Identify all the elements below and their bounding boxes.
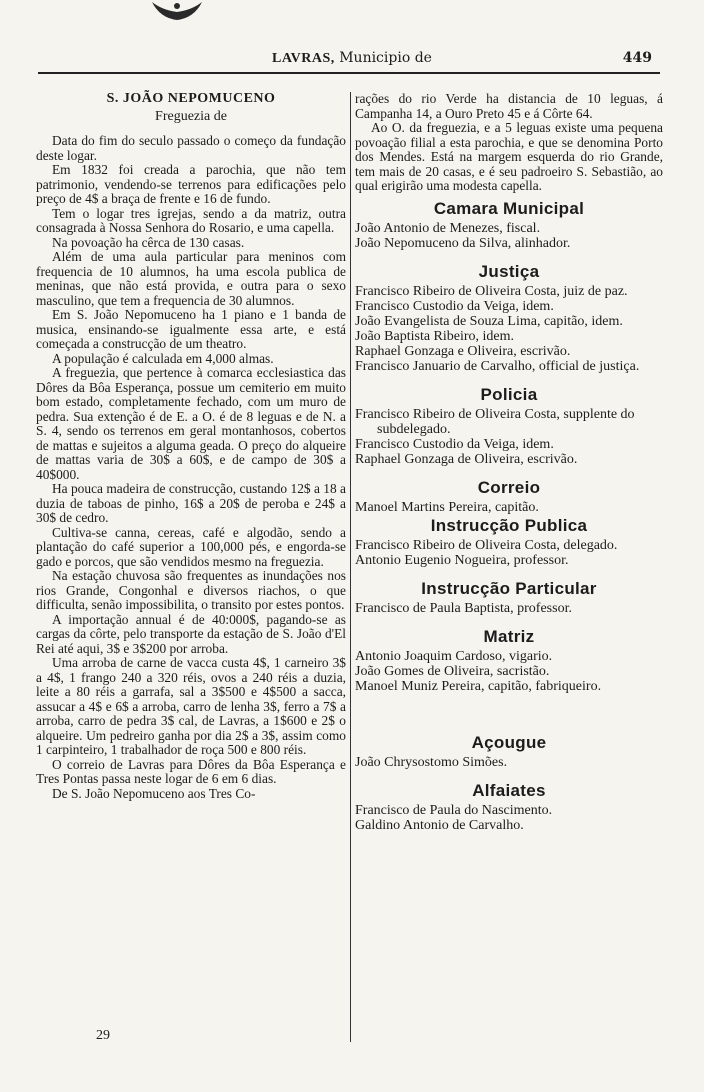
section-heading: Justiça — [478, 261, 540, 281]
directory-entry: Manoel Martins Pereira, capitão. — [355, 499, 539, 515]
directory-entry: Francisco Ribeiro de Oliveira Costa, delegado. — [355, 537, 618, 553]
paragraph: A população é calculada em 4,000 almas. — [52, 350, 274, 366]
paragraph: Ha pouca madeira de construcção, custando 12$ a 18 a duzia de taboas de pinho, 16$ a 20$ de peroba e 24$ a 30$ de cedro. — [36, 481, 346, 525]
section-heading: Correio — [477, 477, 541, 497]
directory-entry: João Chrysostomo Simões. — [355, 754, 508, 770]
right-column — [355, 92, 663, 833]
directory-entry: Francisco Ribeiro de Oliveira Costa, juiz de paz. — [355, 283, 628, 299]
paragraph: Ao O. da freguezia, e a 5 leguas existe uma pequena povoação filial a esta parochia, e que se denomina Porto dos Mendes. Está na margem esquerda do rio Grande, tem mais de 20 casas, e é seu padroeiro S. Sebastião, ao qual erigirão uma modesta capella. — [355, 120, 663, 193]
section-heading: Policia — [480, 384, 538, 404]
paragraph: Uma arroba de carne de vacca custa 4$, 1 carneiro 3$ a 4$, 1 frango 240 a 320 réis, ovos a 240 réis a duzia, leite a 80 réis a garrafa, sal a 3$500 e 4$500 a sacca, assucar a 4$ e 6$ a arroba, carro de lenha 3$, ferro a 7$ a arroba, carro de pedra 3$ cal, de Lavras, a 1$600 e 2$ o alqueire. Um pedreiro ganha por dia 2$ a 3$, assim como 1 carpinteiro, 1 trabalhador de roça 500 e 800 réis. — [36, 655, 346, 757]
section-heading: Açougue — [471, 732, 547, 752]
paragraph: Em 1832 foi creada a parochia, que não tem patrimonio, vendendo-se terrenos para edificações pelo preço de 4$ a braça de frente e 16 de fundo. — [36, 162, 346, 206]
paragraph: A importação annual é de 40:000$, pagando-se as cargas da côrte, pelo transporte da estação de S. João d'El Rei até aqui, 3$ e 3$200 por arroba. — [36, 611, 346, 656]
parish-subtitle: Freguezia de — [155, 108, 227, 124]
directory-entry: Francisco de Paula Baptista, professor. — [355, 600, 572, 616]
paragraph: Na estação chuvosa são frequentes as inundações nos rios Grande, Congonhal e diversos riachos, o que difficulta, senão impossibilita, o transito por estes pontos. — [36, 568, 346, 612]
directory-entry: João Evangelista de Souza Lima, capitão, idem. — [355, 313, 623, 329]
left-paragraphs — [36, 134, 346, 801]
parish-title: S. JOÃO NEPOMUCENO — [106, 91, 276, 106]
directory-entry: Francisco de Paula do Nascimento. — [355, 802, 553, 818]
column-divider — [350, 92, 351, 1042]
directory-entry: Raphael Gonzaga e Oliveira, escrivão. — [355, 343, 571, 359]
directory-entry: João Antonio de Menezes, fiscal. — [355, 220, 541, 236]
section-heading: Camara Municipal — [433, 198, 585, 218]
page-header — [40, 50, 656, 72]
directory-entry: Antonio Eugenio Nogueira, professor. — [355, 552, 569, 568]
directory-entry: Francisco Custodio da Veiga, idem. — [355, 436, 554, 452]
directory-sections — [355, 200, 663, 833]
paragraph: Em S. João Nepomuceno ha 1 piano e 1 banda de musica, ensinando-se igualmente essa arte, e está começada a construcção de um theatro. — [36, 307, 346, 351]
paragraph: O correio de Lavras para Dôres da Bôa Esperança e Tres Pontas passa neste logar de 6 em 6 dias. — [36, 756, 346, 786]
paragraph: Data do fim do seculo passado o começo da fundação deste logar. — [36, 133, 346, 163]
continuation-paragraph: rações do rio Verde ha distancia de 10 leguas, á Campanha 14, a Ouro Preto 45 e á Côrte 64. — [355, 91, 663, 121]
running-title — [272, 50, 432, 67]
running-title-bold: LAVRAS, — [272, 51, 335, 66]
paragraph: A freguezia, que pertence à comarca ecclesiastica das Dôres da Bôa Esperança, possue um cemiterio em muito bom estado, completamente fechado, com um muro de pedra. Sua extenção é de E. a O. é de 8 leguas e de N. a S. 4, sendo os terrenos em geral montanhosos, cobertos de mattas e sujeitos a alguma geada. O preço do alqueire de mattas varia de 30$ a 60$, e de campo de 30$ a 40$000. — [36, 365, 346, 482]
section-heading: Instrucção Particular — [421, 578, 597, 598]
directory-entry: Galdino Antonio de Carvalho. — [355, 817, 524, 833]
directory-entry: João Gomes de Oliveira, sacristão. — [355, 663, 550, 679]
header-rule — [38, 72, 660, 74]
page-number: 449 — [622, 50, 652, 66]
directory-entry: João Baptista Ribeiro, idem. — [355, 328, 515, 344]
directory-entry: Raphael Gonzaga de Oliveira, escrivão. — [355, 451, 578, 467]
directory-entry: Francisco Custodio da Veiga, idem. — [355, 298, 554, 314]
directory-entry: Francisco Januario de Carvalho, official de justiça. — [355, 358, 640, 374]
section-heading: Matriz — [483, 626, 535, 646]
directory-entry: João Nepomuceno da Silva, alinhador. — [355, 235, 571, 251]
top-ornament-icon — [148, 0, 206, 22]
section-heading: Instrucção Publica — [430, 515, 588, 535]
left-column — [36, 92, 346, 801]
paragraph: Cultiva-se canna, cereas, café e algodão, sendo a plantação do café superior a 100,000 pés, e engorda-se gado e porcos, que são vendidos mesmo na freguezia. — [36, 524, 346, 569]
paragraph: De S. João Nepomuceno aos Tres Co- — [52, 785, 256, 801]
directory-entry: Francisco Ribeiro de Oliveira Costa, supplente do subdelegado. — [355, 406, 635, 437]
paragraph: Além de uma aula particular para meninos com frequencia de 10 alumnos, ha uma escola publica de meninas, que não está provida, e outra para o sexo masculino, que tem a frequencia de 30 alumnos. — [36, 249, 346, 308]
paragraph: Tem o logar tres igrejas, sendo a da matriz, outra consagrada à Nossa Senhora do Rosario, e uma capella. — [36, 205, 346, 235]
directory-entry: Manoel Muniz Pereira, capitão, fabriqueiro. — [355, 678, 602, 694]
running-title-rest: Municipio de — [334, 50, 432, 66]
directory-entry: Antonio Joaquim Cardoso, vigario. — [355, 648, 553, 664]
section-heading: Alfaiates — [472, 780, 546, 800]
paragraph: Na povoação ha cêrca de 130 casas. — [52, 234, 245, 250]
signature-mark: 29 — [96, 1028, 110, 1043]
